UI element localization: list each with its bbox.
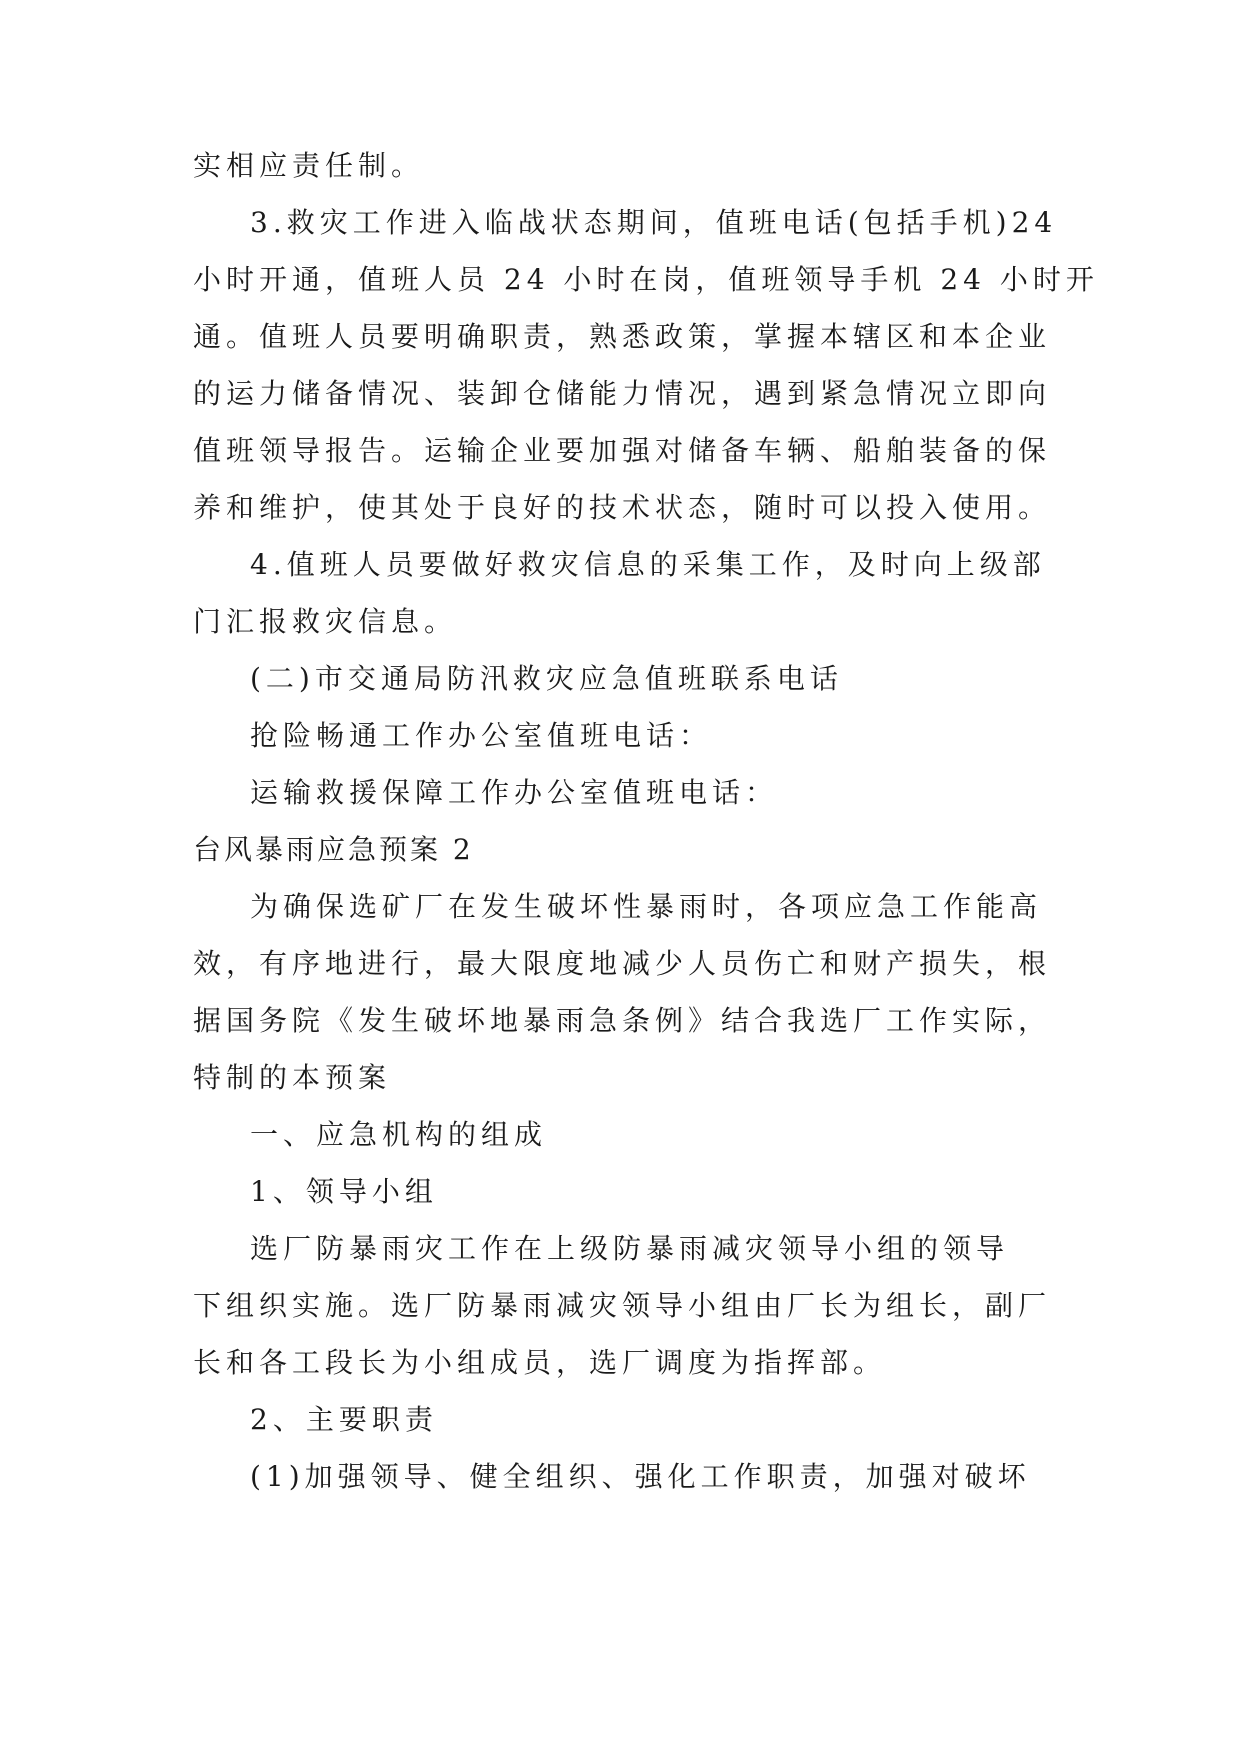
- text-line: 小时开通，值班人员 24 小时在岗，值班领导手机 24 小时开: [193, 263, 1099, 296]
- text-line: 选厂防暴雨灾工作在上级防暴雨减灾领导小组的领导: [250, 1232, 1010, 1265]
- text-line: 4.值班人员要做好救灾信息的采集工作，及时向上级部: [250, 548, 1046, 581]
- text-line: 养和维护，使其处于良好的技术状态，随时可以投入使用。: [193, 491, 1052, 524]
- text-line: 实相应责任制。: [193, 149, 425, 182]
- text-line: 据国务院《发生破坏地暴雨急条例》结合我选厂工作实际，: [193, 1004, 1052, 1037]
- text-line: 2、主要职责: [250, 1403, 438, 1436]
- text-line: 值班领导报告。运输企业要加强对储备车辆、船舶装备的保: [193, 434, 1052, 467]
- text-line: 特制的本预案: [193, 1061, 392, 1094]
- text-line: 一、应急机构的组成: [250, 1118, 548, 1151]
- text-line: 的运力储备情况、装卸仓储能力情况，遇到紧急情况立即向: [193, 377, 1052, 410]
- text-line: 1、领导小组: [250, 1175, 438, 1208]
- text-line: 通。值班人员要明确职责，熟悉政策，掌握本辖区和本企业: [193, 320, 1052, 353]
- text-line: 抢险畅通工作办公室值班电话：: [250, 719, 713, 752]
- text-line: 门汇报救灾信息。: [193, 605, 458, 638]
- text-line: (1)加强领导、健全组织、强化工作职责，加强对破坏: [250, 1460, 1031, 1493]
- text-line: 效，有序地进行，最大限度地减少人员伤亡和财产损失，根: [193, 947, 1052, 980]
- text-line: (二)市交通局防汛救灾应急值班联系电话: [250, 662, 843, 695]
- text-line: 为确保选矿厂在发生破坏性暴雨时，各项应急工作能高: [250, 890, 1043, 923]
- text-line: 3.救灾工作进入临战状态期间，值班电话(包括手机)24: [250, 206, 1058, 239]
- text-line: 下组织实施。选厂防暴雨减灾领导小组由厂长为组长，副厂: [193, 1289, 1052, 1322]
- text-line: 运输救援保障工作办公室值班电话：: [250, 776, 779, 809]
- section-heading: 台风暴雨应急预案 2: [193, 833, 474, 866]
- text-line: 长和各工段长为小组成员，选厂调度为指挥部。: [193, 1346, 887, 1379]
